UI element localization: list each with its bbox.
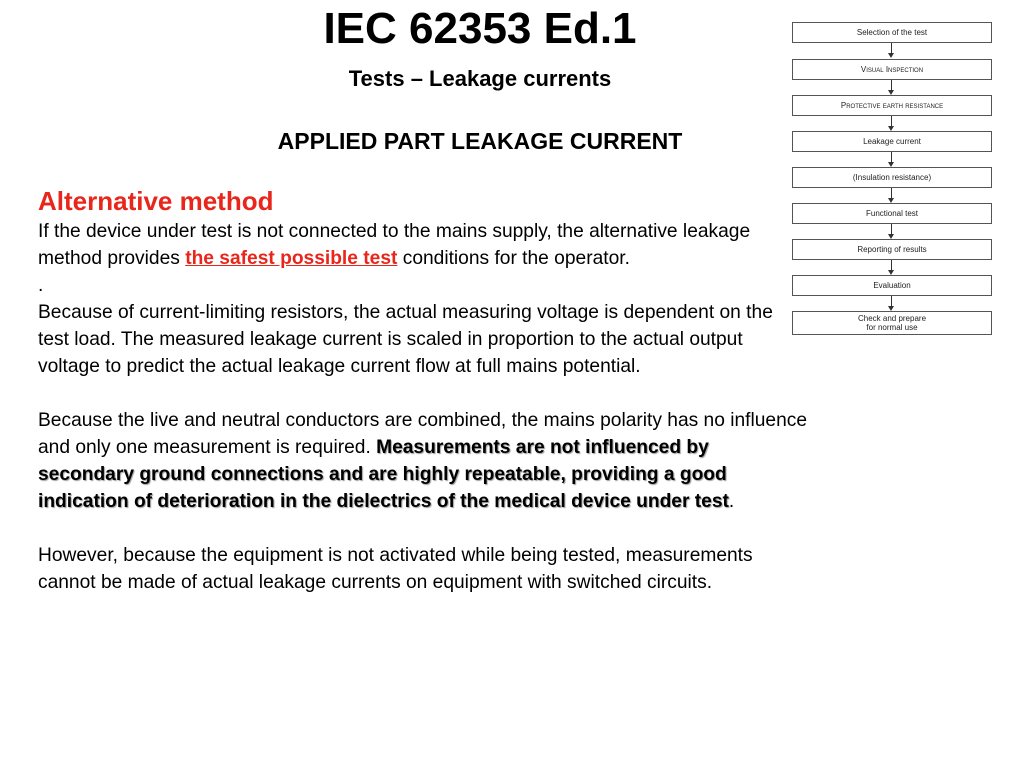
spacer [38, 515, 808, 542]
flow-step-functional-test [792, 203, 992, 224]
flow-arrow-7 [891, 260, 893, 275]
flow-arrow-8 [891, 296, 893, 311]
paragraph-1-end: conditions for the operator. [397, 248, 630, 269]
paragraph-1-start: If the device under test is not connected to the mains supply, the alternative leakage method provides [38, 221, 751, 269]
flow-step-leakage-current [792, 131, 992, 152]
flow-step-protective-earth [792, 95, 992, 116]
slide-subtitle: Tests – Leakage currents [348, 66, 612, 91]
flow-step-label: Check and prepare [857, 314, 927, 323]
flow-arrow-1 [891, 43, 893, 58]
flow-step-label: Reporting of results [857, 245, 927, 254]
flow-step-reporting [792, 239, 992, 260]
flow-step-label: Evaluation [873, 281, 911, 290]
measurements-emphasis: Measurements are not influenced by secondary ground connections and are highly repeatable, providing a good indication of deterioration in the dielectrics of the medical device under test [38, 437, 729, 512]
paragraph-4: However, because the equipment is not activated while being tested, measurements cannot be made of actual leakage currents on equipment with switched circuits. [38, 545, 753, 593]
paragraph-3-end: . [728, 491, 735, 512]
flow-arrow-4 [891, 152, 893, 167]
flow-step-check-prepare [792, 311, 992, 335]
flow-step-visual-inspection [792, 59, 992, 80]
flow-step-label: Visual Inspection [860, 65, 924, 74]
paragraph-1 [38, 218, 808, 272]
paragraph-3-start: Because the live and neutral conductors are combined, the mains polarity has no influence and only one measurement is required. [38, 410, 808, 458]
flow-arrow-3 [891, 116, 893, 131]
flow-step-label: Selection of the test [856, 28, 928, 37]
safest-test-highlight: the safest possible test [185, 248, 398, 269]
flow-step-evaluation [792, 275, 992, 296]
flow-step-selection [792, 22, 992, 43]
flow-step-label-line-2: for normal use [866, 323, 918, 332]
slide-title: IEC 62353 Ed.1 [323, 4, 637, 53]
flow-arrow-6 [891, 224, 893, 239]
flow-step-label: Functional test [865, 209, 919, 218]
flow-step-label: (Insulation resistance) [852, 173, 932, 182]
spacer [38, 380, 808, 407]
flow-step-label: Protective earth resistance [840, 101, 944, 110]
flow-step-insulation-resistance [792, 167, 992, 188]
flow-arrow-2 [891, 80, 893, 95]
dot-line: . [38, 275, 44, 296]
section-heading: APPLIED PART LEAKAGE CURRENT [277, 128, 683, 154]
flow-step-label: Leakage current [863, 137, 921, 146]
alternative-method-heading: Alternative method [38, 186, 274, 216]
paragraph-3 [38, 407, 808, 515]
paragraph-2: Because of current-limiting resistors, the actual measuring voltage is dependent on the test load. The measured leakage current is scaled in proportion to the actual output voltage to predict the actual leakage current flow at full mains potential. [38, 302, 773, 377]
body-text [38, 184, 808, 596]
flow-arrow-5 [891, 188, 893, 203]
test-sequence-flowchart [792, 18, 994, 338]
